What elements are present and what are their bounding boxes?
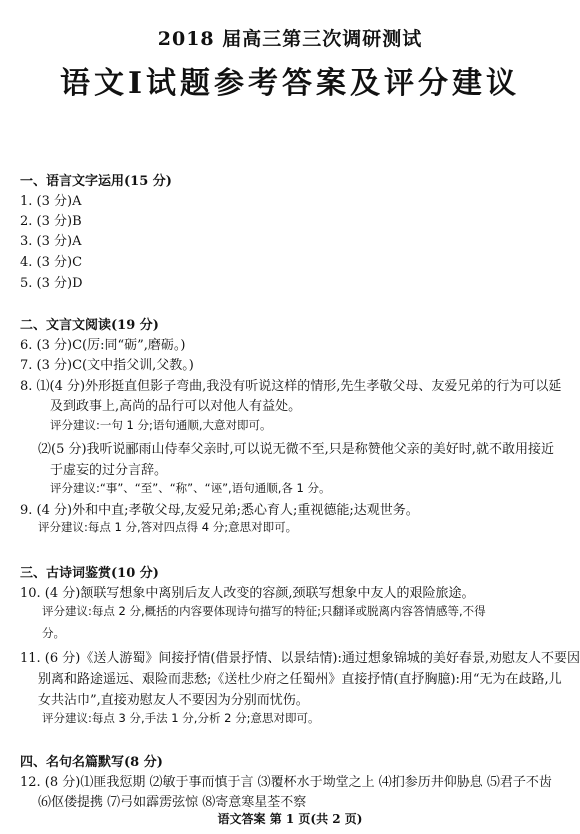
answer-item: 7. (3 分)C(文中指父训,父教。) <box>20 358 194 373</box>
answer-item: 6. (3 分)C(厉:同“砺”,磨砺。) <box>20 338 186 353</box>
answer-item-continuation: 于虚妄的过分言辞。 <box>50 463 168 478</box>
section-heading-famous-lines: 四、名句名篇默写(8 分) <box>20 755 163 770</box>
answer-item: 8. ⑴(4 分)外形挺直但影子弯曲,我没有听说这样的情形,先生孝敬父母、友爱兄弟的行为可以延 <box>20 379 562 394</box>
answer-item: 3. (3 分)A <box>20 234 82 249</box>
answer-item: 1. (3 分)A <box>20 194 82 209</box>
answer-item: 2. (3 分)B <box>20 214 82 229</box>
scoring-suggestion: 评分建议:每点 1 分,答对四点得 4 分;意思对即可。 <box>38 520 298 534</box>
exam-title: 2018 届高三第三次调研测试 <box>157 28 423 50</box>
section-heading-language-use: 一、语言文字运用(15 分) <box>20 174 172 189</box>
answer-item: ⑵(5 分)我听说郦雨山侍奉父亲时,可以说无微不至,只是称赞他父亲的美好时,就不敢用接近 <box>38 442 554 457</box>
section-heading-poetry: 三、古诗词鉴赏(10 分) <box>20 566 159 581</box>
scoring-suggestion: 评分建议:每点 2 分,概括的内容要体现诗句描写的特征;只翻译或脱离内容答情感等,不得 <box>42 604 486 618</box>
answer-item: 12. (8 分)⑴匪我愆期 ⑵敏于事而慎于言 ⑶覆杯水于坳堂之上 ⑷扪参历井仰胁息 ⑸君子不齿 <box>20 775 552 790</box>
answer-item-continuation: 女共沾巾”,直接劝慰友人不要因为分别而忧伤。 <box>38 693 309 708</box>
scoring-suggestion: 评分建议:“事”、“至”、“称”、“诬”,语句通顺,各 1 分。 <box>50 481 331 495</box>
answer-item-continuation: ⑹伛偻提携 ⑺弓如霹雳弦惊 ⑻寄意寒星荃不察 <box>38 795 307 810</box>
answer-item: 11. (6 分)《送人游蜀》间接抒情(借景抒情、以景结情):通过想象锦城的美好春景,劝慰友人不要因 <box>20 651 580 666</box>
page-footer: 语文答案 第 1 页(共 2 页) <box>217 812 363 826</box>
scoring-suggestion: 评分建议:每点 3 分,手法 1 分,分析 2 分;意思对即可。 <box>42 711 320 725</box>
answer-item-continuation: 及到政事上,高尚的品行可以对他人有益处。 <box>50 399 302 414</box>
answer-item: 9. (4 分)外和中直;孝敬父母,友爱兄弟;悉心育人;重视德能;达观世务。 <box>20 503 419 518</box>
scoring-suggestion-continuation: 分。 <box>42 626 65 640</box>
document-title: 语文Ⅰ试题参考答案及评分建议 <box>59 66 521 101</box>
answer-item: 4. (3 分)C <box>20 255 83 270</box>
scoring-suggestion: 评分建议:一句 1 分;语句通顺,大意对即可。 <box>50 418 272 432</box>
answer-item: 10. (4 分)颔联写想象中离别后友人改变的容颜,颈联写想象中友人的艰险旅途。 <box>20 586 475 601</box>
answer-item-continuation: 别离和路途遥远、艰险而悲愁;《送杜少府之任蜀州》直接抒情(直抒胸臆):用“无为在歧路,儿 <box>38 672 562 687</box>
section-heading-classical-reading: 二、文言文阅读(19 分) <box>20 318 159 333</box>
answer-item: 5. (3 分)D <box>20 276 83 291</box>
